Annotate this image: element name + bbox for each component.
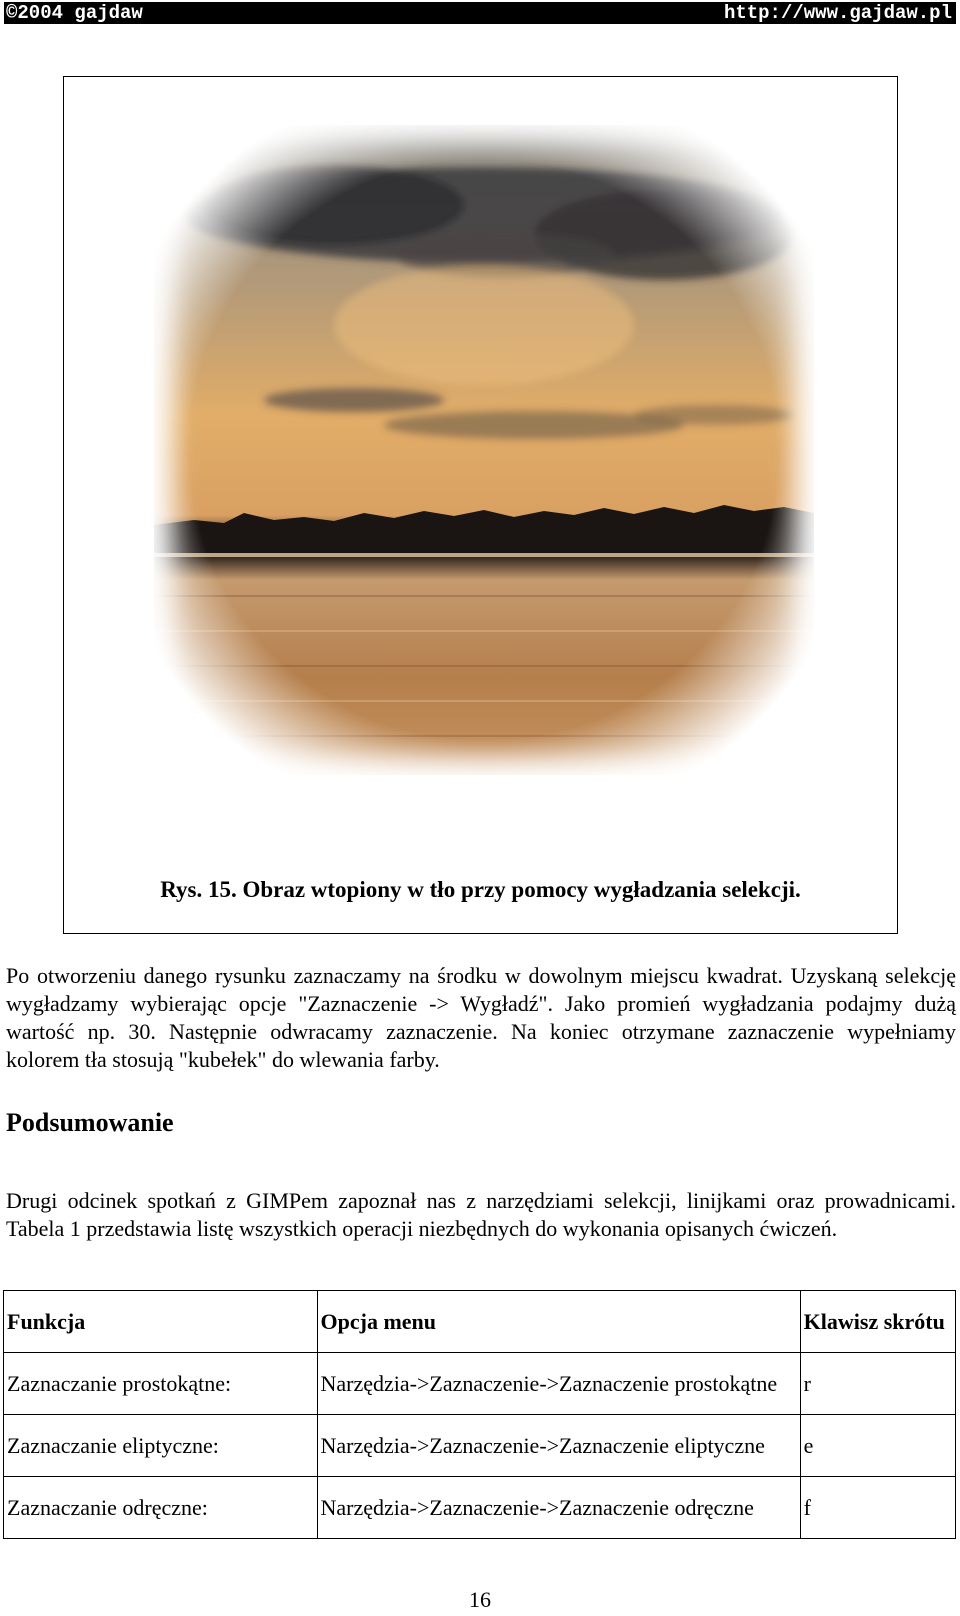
- table-cell-shortcut: f: [800, 1477, 955, 1539]
- header-copyright: ©2004 gajdaw: [6, 2, 143, 24]
- header-url[interactable]: http://www.gajdaw.pl: [723, 2, 952, 24]
- table-header-row: [4, 1291, 956, 1353]
- section-heading: Podsumowanie: [6, 1108, 174, 1137]
- table-cell-shortcut: e: [800, 1415, 955, 1477]
- header-bar: [4, 2, 956, 24]
- table-cell-menu-option: Narzędzia->Zaznaczenie->Zaznaczenie odręczne: [317, 1477, 800, 1539]
- operations-table: [3, 1290, 956, 1539]
- table-row: [4, 1415, 956, 1477]
- paragraph-instructions: Po otworzeniu danego rysunku zaznaczamy na środku w dowolnym miejscu kwadrat. Uzyskaną selekcję wygładzamy wybierając opcje "Zaznaczenie -> Wygładź". Jako promień wygładzania podajmy dużą wartość np. 30. Następnie odwracamy zaznaczenie. Na koniec otrzymane zaznaczenie wypełniamy kolorem tła stosują "kubełek" do wlewania farby.: [6, 963, 956, 1072]
- table-row: [4, 1477, 956, 1539]
- figure-caption: Rys. 15. Obraz wtopiony w tło przy pomocy wygładzania selekcji.: [160, 877, 801, 902]
- table-cell-menu-option: Narzędzia->Zaznaczenie->Zaznaczenie eliptyczne: [317, 1415, 800, 1477]
- table-cell-shortcut: r: [800, 1353, 955, 1415]
- table-header-function: Funkcja: [4, 1291, 318, 1353]
- figure-frame: [63, 76, 898, 934]
- table-cell-menu-option: Narzędzia->Zaznaczenie->Zaznaczenie prostokątne: [317, 1353, 800, 1415]
- table-cell-function: Zaznaczanie eliptyczne:: [4, 1415, 318, 1477]
- paragraph-summary: Drugi odcinek spotkań z GIMPem zapoznał nas z narzędziami selekcji, linijkami oraz prowadnicami. Tabela 1 przedstawia listę wszystkich operacji niezbędnych do wykonania opisanych ćwiczeń.: [6, 1188, 956, 1241]
- sunset-lake-photo: [154, 125, 814, 775]
- table-row: [4, 1353, 956, 1415]
- table-header-menu-option: Opcja menu: [317, 1291, 800, 1353]
- page-number: 16: [469, 1587, 491, 1612]
- table-header-shortcut: Klawisz skrótu: [800, 1291, 955, 1353]
- table-cell-function: Zaznaczanie prostokątne:: [4, 1353, 318, 1415]
- table-cell-function: Zaznaczanie odręczne:: [4, 1477, 318, 1539]
